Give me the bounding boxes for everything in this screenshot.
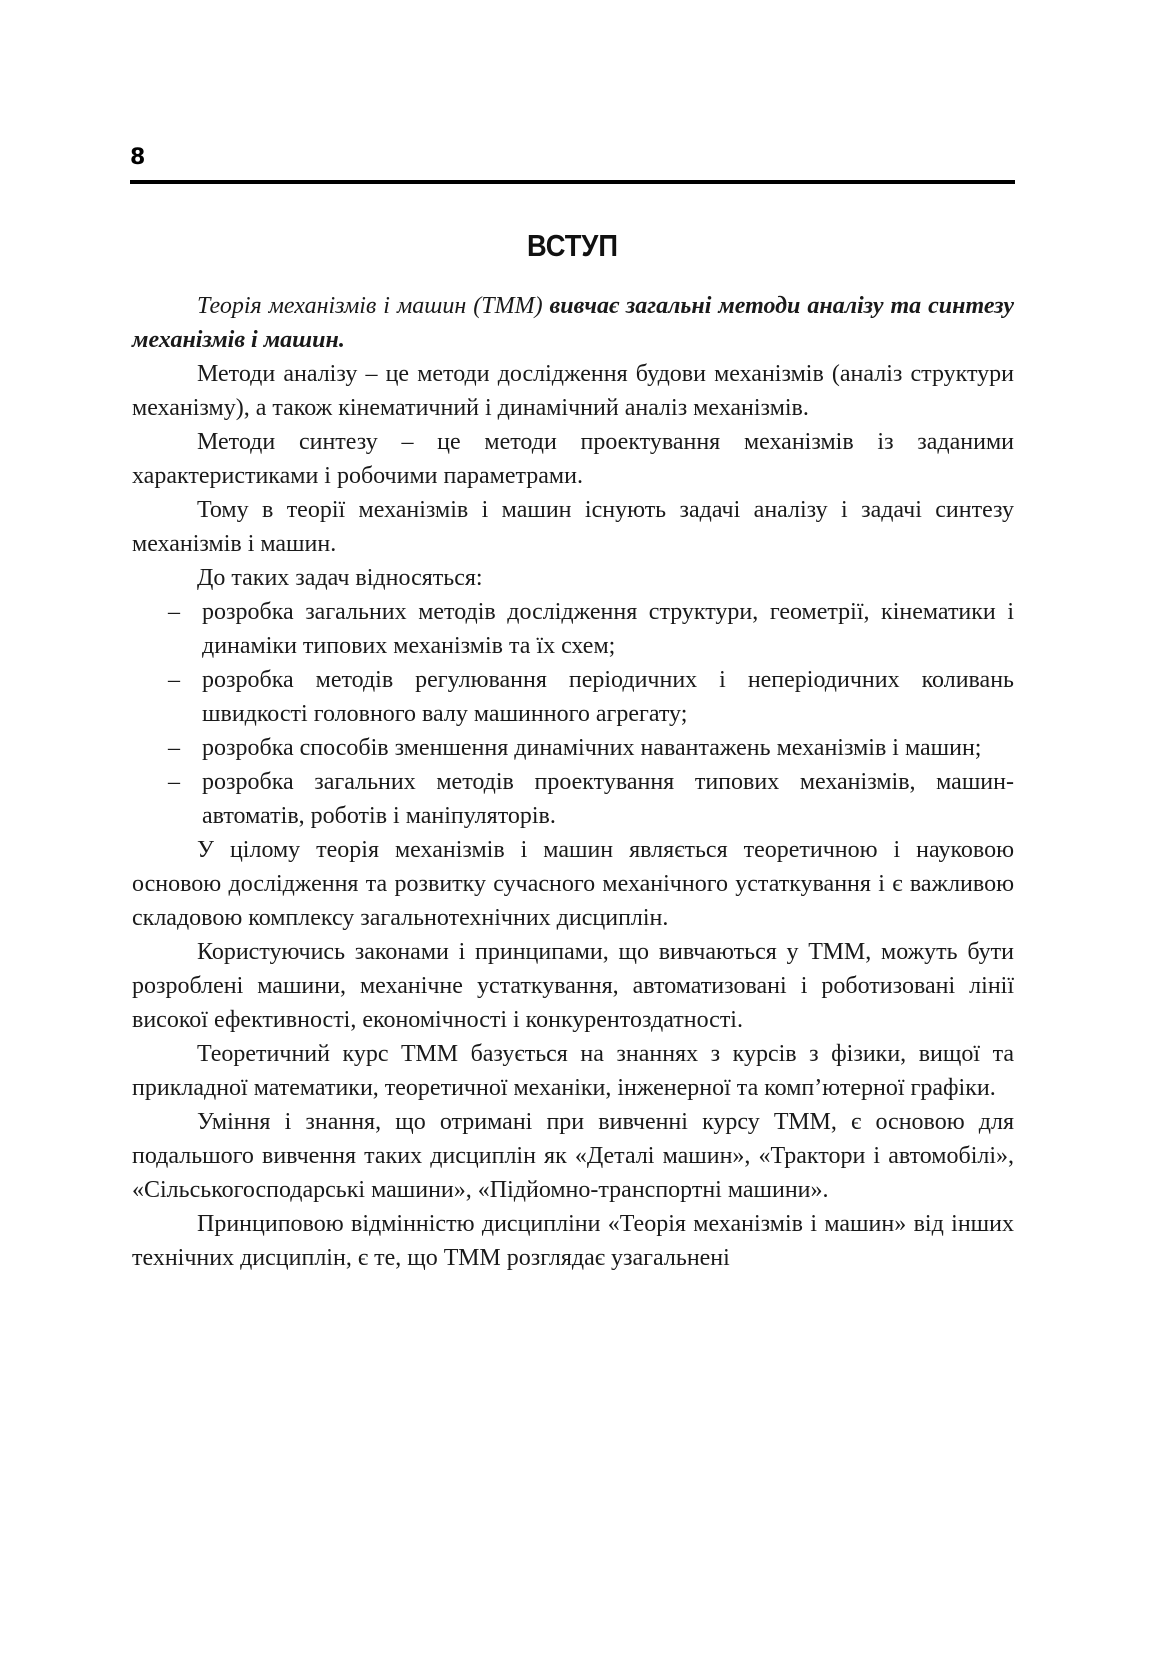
intro-term: Теорія механізмів і машин (ТММ) <box>197 293 550 319</box>
paragraph-tmm-foundation: У цілому теорія механізмів і машин являється теоретичною і науковою основою дослідження та розвитку сучасного механічного устаткування і є важливою складовою комплексу загальнотехнічних дисциплін. <box>132 837 1014 931</box>
list-dash: – <box>168 735 180 761</box>
list-item-text: розробка загальних методів дослідження структури, геометрії, кінематики і динаміки типових механізмів та їх схем; <box>202 599 1014 659</box>
paragraph-skills-knowledge: Уміння і знання, що отримані при вивченні курсу ТММ, є основою для подальшого вивчення таких дисциплін як «Деталі машин», «Трактори і автомобілі», «Сільськогосподарські машини», «Підйомно-транспортні машини». <box>132 1109 1014 1203</box>
paragraph-tasks: Тому в теорії механізмів і машин існують задачі аналізу і задачі синтезу механізмів і машин. <box>132 497 1014 557</box>
paragraph-synthesis-methods: Методи синтезу – це методи проектування механізмів із заданими характеристиками і робочими параметрами. <box>132 429 1014 489</box>
list-item-text: розробка методів регулювання періодичних і неперіодичних коливань швидкості головного валу машинного агрегату; <box>202 667 1014 727</box>
page-header <box>130 138 1015 184</box>
list-item <box>132 595 1014 663</box>
paragraph-analysis-methods: Методи аналізу – це методи дослідження будови механізмів (аналіз структури механізму), а також кінематичний і динамічний аналіз механізмів. <box>132 361 1014 421</box>
list-item-text: розробка способів зменшення динамічних навантажень механізмів і машин; <box>202 735 982 761</box>
section-title: ВСТУП <box>527 228 618 263</box>
list-dash: – <box>168 667 180 693</box>
intro-paragraph <box>132 289 1014 357</box>
paragraph-list-intro: До таких задач відносяться: <box>197 565 483 591</box>
paragraph-principal-difference: Принциповою відмінністю дисципліни «Теорія механізмів і машин» від інших технічних дисциплін, є те, що ТММ розглядає узагальнені <box>132 1211 1014 1271</box>
page-number: 8 <box>130 145 146 170</box>
body-text <box>132 289 1014 1275</box>
task-list <box>132 595 1014 833</box>
list-item <box>132 731 1014 765</box>
list-dash: – <box>168 599 180 625</box>
intro-definition: вивчає загальні методи аналізу та синтезу механізмів і машин. <box>132 293 1014 353</box>
list-item <box>132 765 1014 833</box>
paragraph-laws-principles: Користуючись законами і принципами, що вивчаються у ТММ, можуть бути розроблені машини, механічне устаткування, автоматизовані і роботизовані лінії високої ефективності, економічності і конкурентоздатності. <box>132 939 1014 1033</box>
list-item <box>132 663 1014 731</box>
list-dash: – <box>168 769 180 795</box>
list-item-text: розробка загальних методів проектування типових механізмів, машин-автоматів, роботів і маніпуляторів. <box>202 769 1014 829</box>
paragraph-theoretical-course: Теоретичний курс ТММ базується на знаннях з курсів з фізики, вищої та прикладної математики, теоретичної механіки, інженерної та комп’ютерної графіки. <box>132 1041 1014 1101</box>
